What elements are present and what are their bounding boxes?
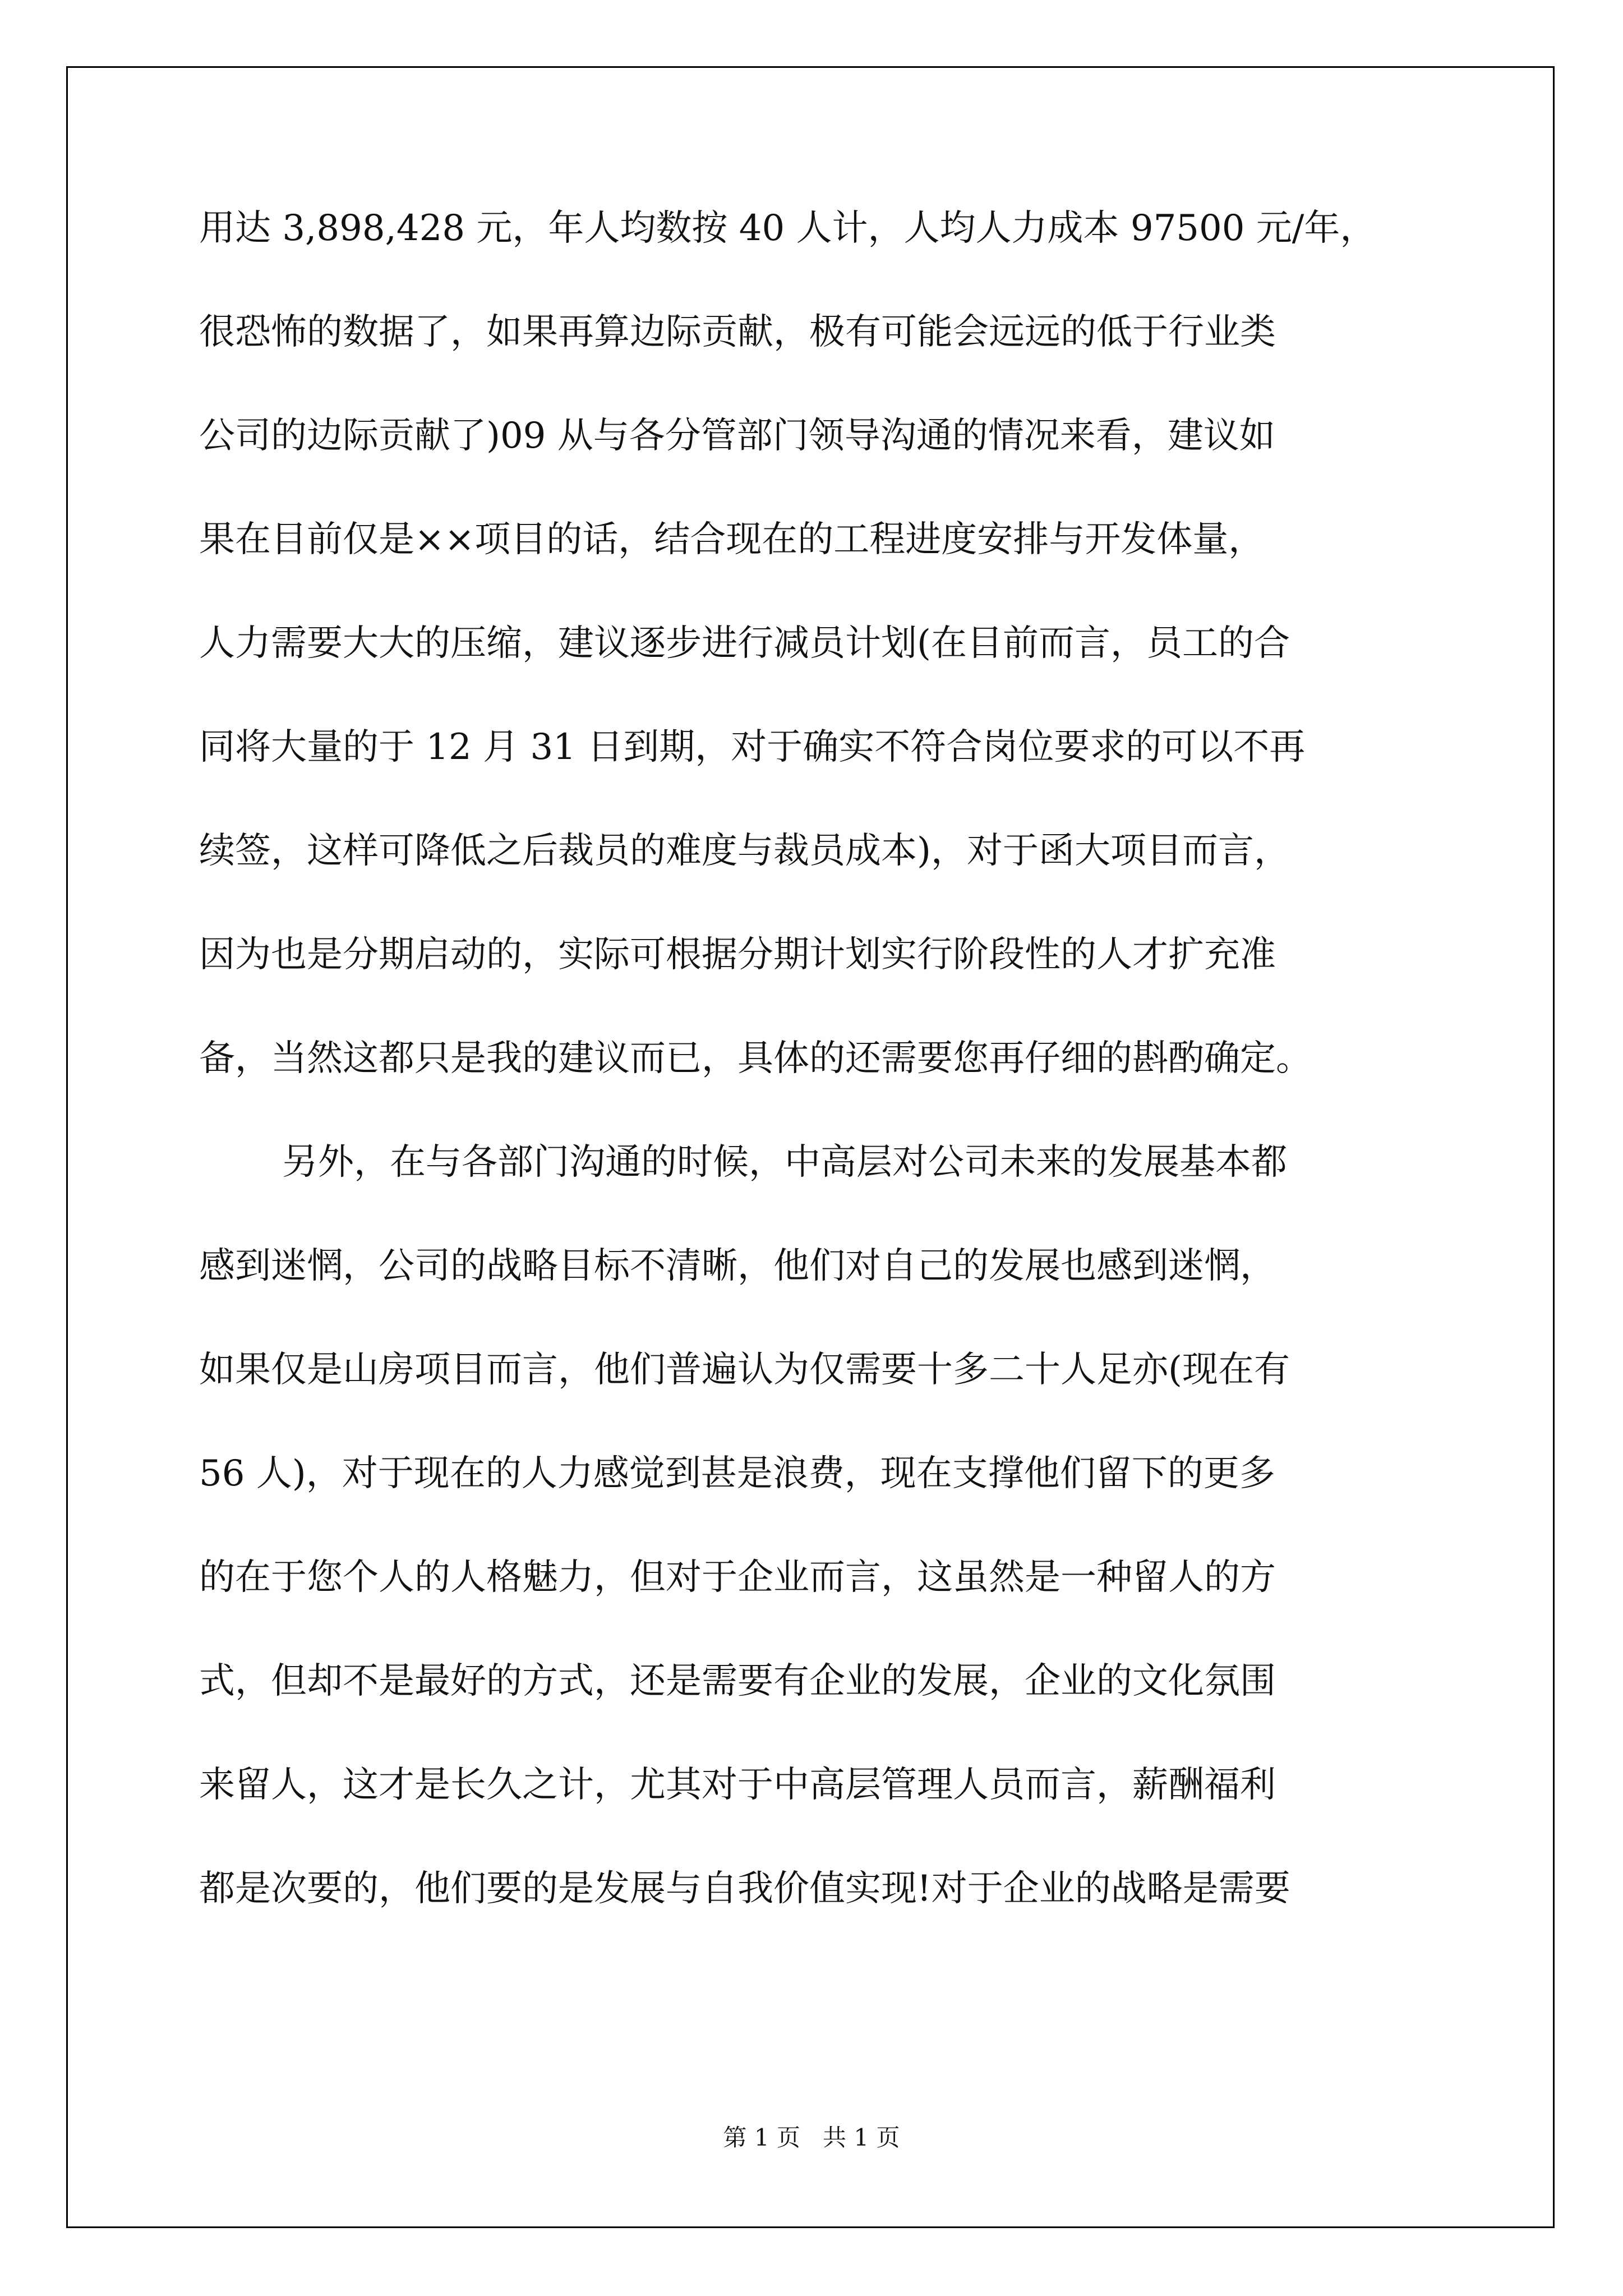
text-line: 公司的边际贡献了)09 从与各分管部门领导沟通的情况来看，建议如 [199, 415, 1275, 457]
text-line: 很恐怖的数据了，如果再算边际贡献，极有可能会远远的低于行业类 [199, 311, 1276, 353]
text-line: 人力需要大大的压缩，建议逐步进行减员计划(在目前而言，员工的合 [199, 623, 1290, 664]
text-line: 果在目前仅是××项目的话，结合现在的工程进度安排与开发体量， [199, 519, 1265, 560]
page-footer: 第 1 页 共 1 页 [723, 2124, 900, 2151]
text-line: 来留人，这才是长久之计，尤其对于中高层管理人员而言，薪酬福利 [199, 1764, 1276, 1806]
text-line: 续签，这样可降低之后裁员的难度与裁员成本)，对于函大项目而言， [199, 830, 1290, 872]
text-line: 56 人)，对于现在的人力感觉到甚是浪费，现在支撑他们留下的更多 [199, 1453, 1275, 1494]
text-line: 的在于您个人的人格魅力，但对于企业而言，这虽然是一种留人的方 [199, 1557, 1276, 1598]
text-line: 式，但却不是最好的方式，还是需要有企业的发展，企业的文化氛围 [199, 1660, 1276, 1702]
text-line: 都是次要的，他们要的是发展与自我价值实现!对于企业的战略是需要 [199, 1868, 1290, 1910]
text-line: 用达 3,898,428 元，年人均数按 40 人计，人均人力成本 97500 元/年， [199, 208, 1376, 249]
text-line: 同将大量的于 12 月 31 日到期，对于确实不符合岗位要求的可以不再 [199, 726, 1306, 768]
text-line: 因为也是分期启动的，实际可根据分期计划实行阶段性的人才扩充准 [199, 934, 1276, 976]
text-line: 备，当然这都只是我的建议而已，具体的还需要您再仔细的斟酌确定。 [199, 1038, 1312, 1079]
text-line: 感到迷惘，公司的战略目标不清晰，他们对自己的发展也感到迷惘， [199, 1245, 1276, 1287]
paragraph-first-line: 另外，在与各部门沟通的时候，中高层对公司未来的发展基本都 [282, 1142, 1287, 1183]
text-line: 如果仅是山房项目而言，他们普遍认为仅需要十多二十人足亦(现在有 [199, 1349, 1290, 1391]
